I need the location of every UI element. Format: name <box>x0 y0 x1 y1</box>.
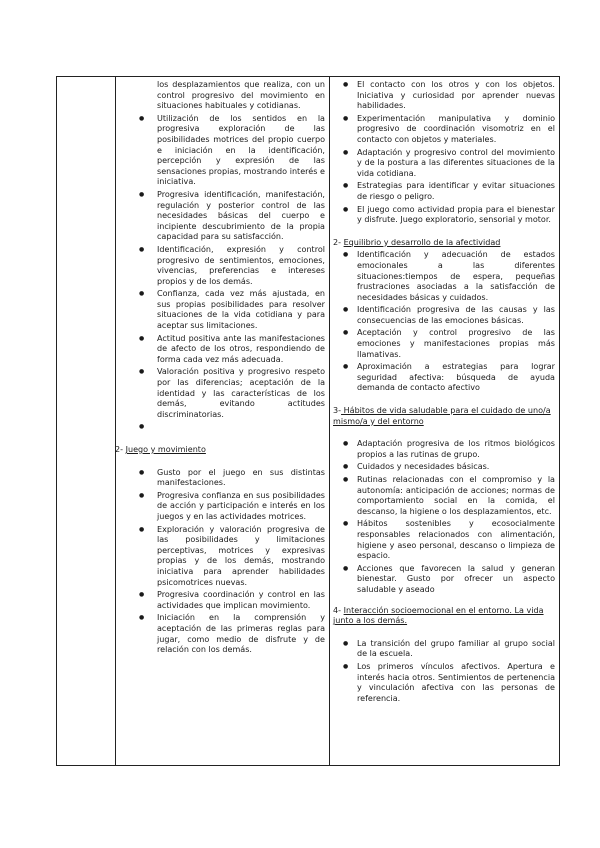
section-number: 4- <box>333 605 342 615</box>
list-item: ● Gusto por el juego en sus distintas manifestaciones. <box>115 468 325 489</box>
list-item: ● Acciones que favorecen la salud y generan bienestar. Gusto por ofrecer un aspecto saludable y aseado <box>333 564 555 596</box>
list-item: ● Actitud positiva ante las manifestaciones de afecto de los otros, respondiendo de forma cada vez más adecuada. <box>115 334 325 366</box>
list-item: ● Rutinas relacionadas con el compromiso y la autonomía: anticipación de acciones; normas de comportamiento social en la comida, el descanso, la higiene o los desplazamientos, etc. <box>333 475 555 517</box>
list-item: ● Cuidados y necesidades básicas. <box>333 462 555 473</box>
list-item: ● Estrategias para identificar y evitar situaciones de riesgo o peligro. <box>333 181 555 202</box>
section-title: Equilibrio y desarrollo de la afectividad <box>343 237 501 247</box>
right-column <box>333 80 555 706</box>
section-title: Hábitos de vida saludable para el cuidado de uno/a mismo/a y del entorno <box>333 406 551 426</box>
afectividad-list <box>333 250 555 394</box>
right-intro-list <box>333 80 555 226</box>
habitos-list <box>333 439 555 595</box>
list-item: ● Confianza, cada vez más ajustada, en sus propias posibilidades para resolver situaciones de la vida cotidiana y para aceptar sus limitaciones. <box>115 289 325 331</box>
list-item: ● Utilización de los sentidos en la progresiva exploración de las posibilidades motrices del propio cuerpo e iniciación en la identificación, percepción y expresión de las sensaciones propias, mostrando interés e iniciativa. <box>115 114 325 188</box>
list-item: ● Valoración positiva y progresivo respeto por las diferencias; aceptación de la identidad y las características de los demás, evitando actitudes discriminatorias. <box>115 367 325 420</box>
middle-intro-list <box>115 80 325 433</box>
list-item: ● Progresiva confianza en sus posibilidades de acción y participación e interés en los juegos y en las actividades motrices. <box>115 491 325 523</box>
list-item: ● Exploración y valoración progresiva de las posibilidades y limitaciones perceptivas, motrices y expresivas propias y de los demás, mostrando iniciativa para aprender habilidades psicomotrices nuevas. <box>115 525 325 589</box>
section-number: 2- <box>333 237 342 247</box>
list-item: ● Identificación y adecuación de estados emocionales a las diferentes situaciones:tiempos de espera, pequeñas frustraciones asociadas a la satisfacción de necesidades básicas y cuidados. <box>333 250 555 303</box>
list-item: ● Progresiva coordinación y control en las actividades que implican movimiento. <box>115 590 325 611</box>
list-item: ● La transición del grupo familiar al grupo social de la escuela. <box>333 639 555 660</box>
table-column-divider-right <box>329 77 330 765</box>
content-table <box>56 76 560 766</box>
section-heading-habitos <box>333 406 555 427</box>
section-title: Juego y movimiento <box>125 445 206 454</box>
list-item: ● Adaptación y progresivo control del movimiento y de la postura a las diferentes situaciones de la vida cotidiana. <box>333 148 555 180</box>
list-item: ● El juego como actividad propia para el bienestar y disfrute. Juego exploratorio, sensorial y motor. <box>333 205 555 226</box>
section-heading-interaccion <box>333 606 555 627</box>
section-number: 3- <box>333 406 342 416</box>
list-item: ● Aproximación a estrategias para lograr seguridad afectiva: búsqueda de ayuda demanda de contacto afectivo <box>333 362 555 394</box>
list-item: ● Aceptación y control progresivo de las emociones y manifestaciones propias más llamativas. <box>333 328 555 360</box>
interaccion-list <box>333 639 555 705</box>
empty-list-item <box>115 422 325 433</box>
list-item: ● Experimentación manipulativa y dominio progresivo de coordinación visomotriz en el contacto con objetos y materiales. <box>333 114 555 146</box>
list-item: ● Los primeros vínculos afectivos. Apertura e interés hacia otros. Sentimientos de pertenencia y vinculación afectiva con las personas de referencia. <box>333 662 555 704</box>
list-item: ● Identificación progresiva de las causas y las consecuencias de las emociones básicas. <box>333 305 555 326</box>
section-heading-juego <box>115 445 325 456</box>
list-item: ● El contacto con los otros y con los objetos. Iniciativa y curiosidad por aprender nuevas habilidades. <box>333 80 555 112</box>
middle-column <box>115 80 325 658</box>
list-item: ● Hábitos sostenibles y ecosocialmente responsables relacionados con alimentación, higiene y aseo personal, descanso o limpieza de espacio. <box>333 519 555 561</box>
list-item: ● Adaptación progresiva de los ritmos biológicos propios a las rutinas de grupo. <box>333 439 555 460</box>
section-number: 2- <box>115 445 124 454</box>
list-item: los desplazamientos que realiza, con un control progresivo del movimiento en situaciones habituales y cotidianas. <box>157 80 325 111</box>
list-item: ● Progresiva identificación, manifestación, regulación y posterior control de las necesidades básicas del cuerpo e incipiente descubrimiento de la propia capacidad para su satisfacción. <box>115 190 325 243</box>
juego-list <box>115 468 325 656</box>
section-heading-afectividad <box>333 238 555 249</box>
list-item: ● Iniciación en la comprensión y aceptación de las primeras reglas para jugar, como medio de disfrute y de relación con los demás. <box>115 613 325 655</box>
section-title: Interacción socioemocional en el entorno. La vida junto a los demás. <box>333 605 544 626</box>
list-item: ● Identificación, expresión y control progresivo de sentimientos, emociones, vivencias, preferencias e intereses propios y de los demás. <box>115 245 325 287</box>
